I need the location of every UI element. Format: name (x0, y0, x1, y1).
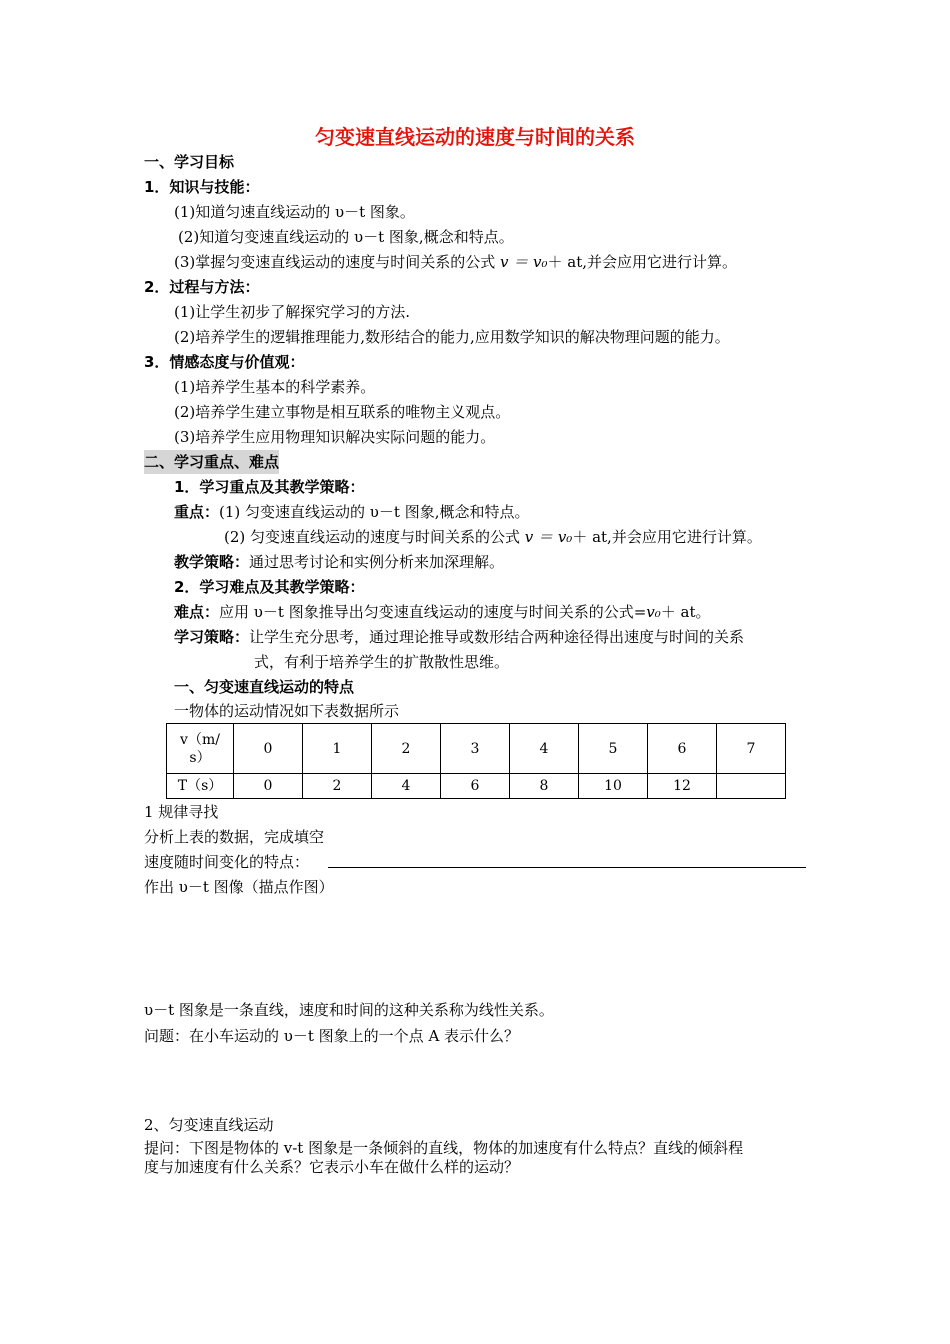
knowledge-skills-heading: 1．知识与技能： (144, 178, 260, 196)
question-line-2: 度与加速度有什么关系？它表示小车在做什么样的运动？ (144, 1158, 520, 1176)
difficult-tail: ＋ at。 (660, 603, 711, 621)
table-cell (717, 774, 786, 799)
table-header-velocity (167, 724, 234, 774)
table-cell: 0 (234, 724, 303, 774)
formula-v0: v₀ (533, 253, 548, 271)
rule-finding: 1 规律寻找 (144, 803, 219, 821)
process-item-2: (2)培养学生的逻辑推理能力,数形结合的能力,应用数学知识的解决物理问题的能力。 (174, 328, 730, 346)
section-key-difficult-heading: 二、学习重点、难点 (144, 450, 279, 474)
key-point-2 (224, 525, 762, 549)
uniform-accel-features-heading: 一、匀变速直线运动的特点 (174, 678, 355, 696)
key-point-1 (174, 500, 529, 524)
analyze-instruction: 分析上表的数据，完成填空 (144, 828, 325, 846)
question-line-1: 提问：下图是物体的 v-t 图象是一条倾斜的直线，物体的加速度有什么特点？直线的倾斜程 (144, 1139, 744, 1157)
key-formula-v0: v₀ (557, 528, 573, 546)
table-cell: 7 (717, 724, 786, 774)
learning-strategy (174, 625, 744, 649)
key-formula-v: v ＝ (520, 528, 558, 546)
table-intro: 一物体的运动情况如下表数据所示 (174, 702, 400, 720)
learning-strategy-text-2: 式，有利于培养学生的扩散散性思维。 (254, 653, 510, 671)
key-point-1-text: (1) 匀变速直线运动的 υ－t 图象,概念和特点。 (219, 503, 530, 521)
key-points-subheading: 1．学习重点及其教学策略： (174, 478, 365, 496)
page-title: 匀变速直线运动的速度与时间的关系 (315, 125, 635, 149)
table-cell: 10 (579, 774, 648, 799)
key-point-2-tail: ＋ at,并会应用它进行计算。 (572, 528, 762, 546)
section-learning-goals-heading: 一、学习目标 (144, 153, 235, 171)
table-cell: 4 (372, 774, 441, 799)
table-cell: 2 (372, 724, 441, 774)
difficult-text: 应用 υ－t 图象推导出匀变速直线运动的速度与时间关系的公式= (219, 603, 647, 621)
teaching-strategy-text: 通过思考讨论和实例分析来加深理解。 (249, 553, 505, 571)
table-cell: 3 (441, 724, 510, 774)
table-row-velocity (167, 724, 786, 774)
table-cell: 8 (510, 774, 579, 799)
difficult-point (174, 600, 711, 624)
learning-strategy-label: 学习策略： (174, 628, 250, 646)
velocity-label-line-1: v（m/ (180, 731, 220, 748)
attitude-values-heading: 3．情感态度与价值观： (144, 353, 305, 371)
attitude-item-2: (2)培养学生建立事物是相互联系的唯物主义观点。 (174, 403, 511, 421)
uniform-accel-motion-heading: 2、匀变速直线运动 (144, 1116, 274, 1134)
knowledge-item-2: (2)知道匀变速直线运动的 υ－t 图象,概念和特点。 (178, 228, 514, 246)
formula-v: v ＝ (495, 253, 534, 271)
knowledge-item-1: (1)知道匀速直线运动的 υ－t 图象。 (174, 203, 415, 221)
table-cell: 5 (579, 724, 648, 774)
table-cell: 1 (303, 724, 372, 774)
key-label: 重点： (174, 503, 220, 521)
table-cell: 0 (234, 774, 303, 799)
table-cell: 4 (510, 724, 579, 774)
difficult-points-subheading: 2．学习难点及其教学策略： (174, 578, 365, 596)
draw-instruction: 作出 υ－t 图像（描点作图） (144, 878, 334, 896)
knowledge-item-3-text: (3)掌握匀变速直线运动的速度与时间关系的公式 (174, 253, 496, 271)
table-row-time (167, 774, 786, 799)
linear-relation-text: υ－t 图象是一条直线，速度和时间的这种关系称为线性关系。 (144, 1001, 554, 1019)
attitude-item-3: (3)培养学生应用物理知识解决实际问题的能力。 (174, 428, 496, 446)
table-cell: 2 (303, 774, 372, 799)
table-cell: 12 (648, 774, 717, 799)
table-cell: 6 (648, 724, 717, 774)
velocity-time-table (166, 723, 786, 799)
teaching-strategy (174, 550, 504, 574)
learning-strategy-text-1: 让学生充分思考，通过理论推导或数形结合两种途径得出速度与时间的关系 (249, 628, 745, 646)
process-item-1: (1)让学生初步了解探究学习的方法. (174, 303, 411, 321)
key-point-2-text: (2) 匀变速直线运动的速度与时间关系的公式 (224, 528, 521, 546)
point-a-question: 问题：在小车运动的 υ－t 图象上的一个点 A 表示什么？ (144, 1027, 520, 1045)
process-methods-heading: 2．过程与方法： (144, 278, 260, 296)
table-header-time: T（s） (167, 774, 234, 799)
difficult-formula-v0: v₀ (646, 603, 661, 621)
teaching-strategy-label: 教学策略： (174, 553, 250, 571)
difficult-label: 难点： (174, 603, 220, 621)
knowledge-item-3-tail: ＋ at,并会应用它进行计算。 (547, 253, 738, 271)
table-cell: 6 (441, 774, 510, 799)
feature-answer-blank[interactable] (328, 867, 806, 868)
attitude-item-1: (1)培养学生基本的科学素养。 (174, 378, 376, 396)
velocity-label-line-2: s） (189, 749, 211, 766)
feature-prompt: 速度随时间变化的特点： (144, 853, 310, 871)
knowledge-item-3 (174, 250, 737, 274)
